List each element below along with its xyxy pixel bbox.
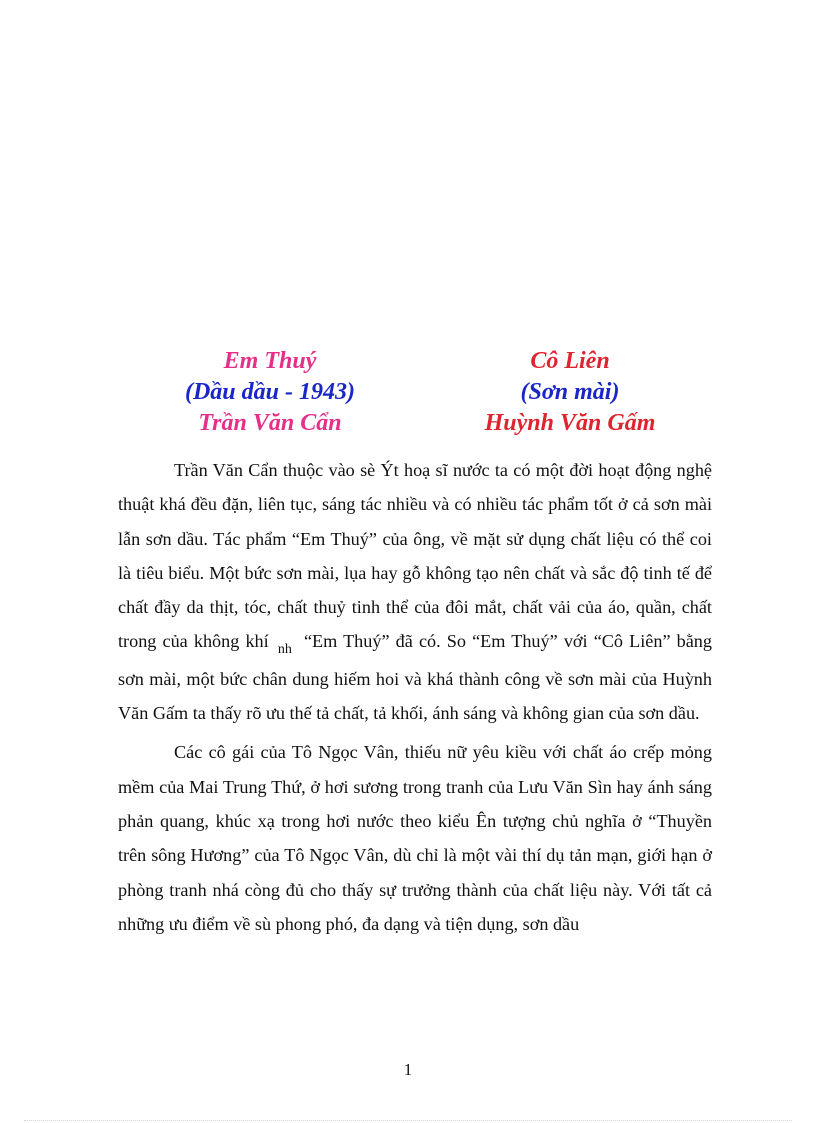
caption-medium: (Sơn mài) — [520, 379, 620, 405]
body-text — [118, 453, 712, 941]
caption-title: Em Thuý — [223, 348, 317, 374]
paragraph: Các cô gái của Tô Ngọc Vân, thiếu nữ yêu kiều với chất áo crếp mỏng mềm của Mai Trung Thứ, ở hơi sương trong tranh của Lưu Văn Sìn hay ánh sáng phản quang, khúc xạ trong hơi nước theo kiểu Ên tượng chủ nghĩa ở “Thuyền trên sông Hương” của Tô Ngọc Vân, dù chỉ là một vài thí dụ tản mạn, giới hạn ở phòng tranh nhá còng đủ cho thấy sự trưởng thành của chất liệu này. Với tất cả những ưu điểm về sù phong phó, đa dạng và tiện dụng, sơn dầu — [118, 742, 712, 934]
page-number: 1 — [403, 1060, 413, 1079]
caption-artist: Huỳnh Văn Gấm — [484, 410, 656, 436]
caption-medium: (Dầu dầu - 1943) — [184, 379, 355, 405]
caption-em-thuy — [120, 346, 420, 439]
page-edge-divider — [24, 1120, 792, 1121]
paragraph — [118, 453, 712, 730]
paragraph-text: “Em Thuý” đã có. So “Em Thuý” với “Cô Liên” bằng sơn mài, một bức chân dung hiếm hoi và khá thành công về sơn mài của Huỳnh Văn Gấm ta thấy rõ ưu thế tả chất, tả khối, ánh sáng và không gian của sơn dầu. — [118, 631, 712, 724]
caption-title: Cô Liên — [530, 348, 610, 374]
artwork-captions — [120, 346, 720, 442]
text-fragment: nh — [277, 642, 292, 658]
caption-artist: Trần Văn Cẩn — [198, 410, 342, 436]
caption-co-lien — [420, 346, 720, 439]
paragraph-text: Trần Văn Cẩn thuộc vào sè Ýt hoạ sĩ nước ta có một đời hoạt động nghệ thuật khá đều đặn, liên tục, sáng tác nhiều và có nhiều tác phẩm tốt ở cả sơn mài lẫn sơn dầu. Tác phẩm “Em Thuý” của ông, về mặt sử dụng chất liệu có thể coi là tiêu biểu. Một bức sơn mài, lụa hay gỗ không tạo nên chất và sắc độ tinh tế để chất đầy da thịt, tóc, chất thuỷ tinh thể của đôi mắt, chất vải của áo, quần, chất trong của không khí — [118, 460, 712, 652]
